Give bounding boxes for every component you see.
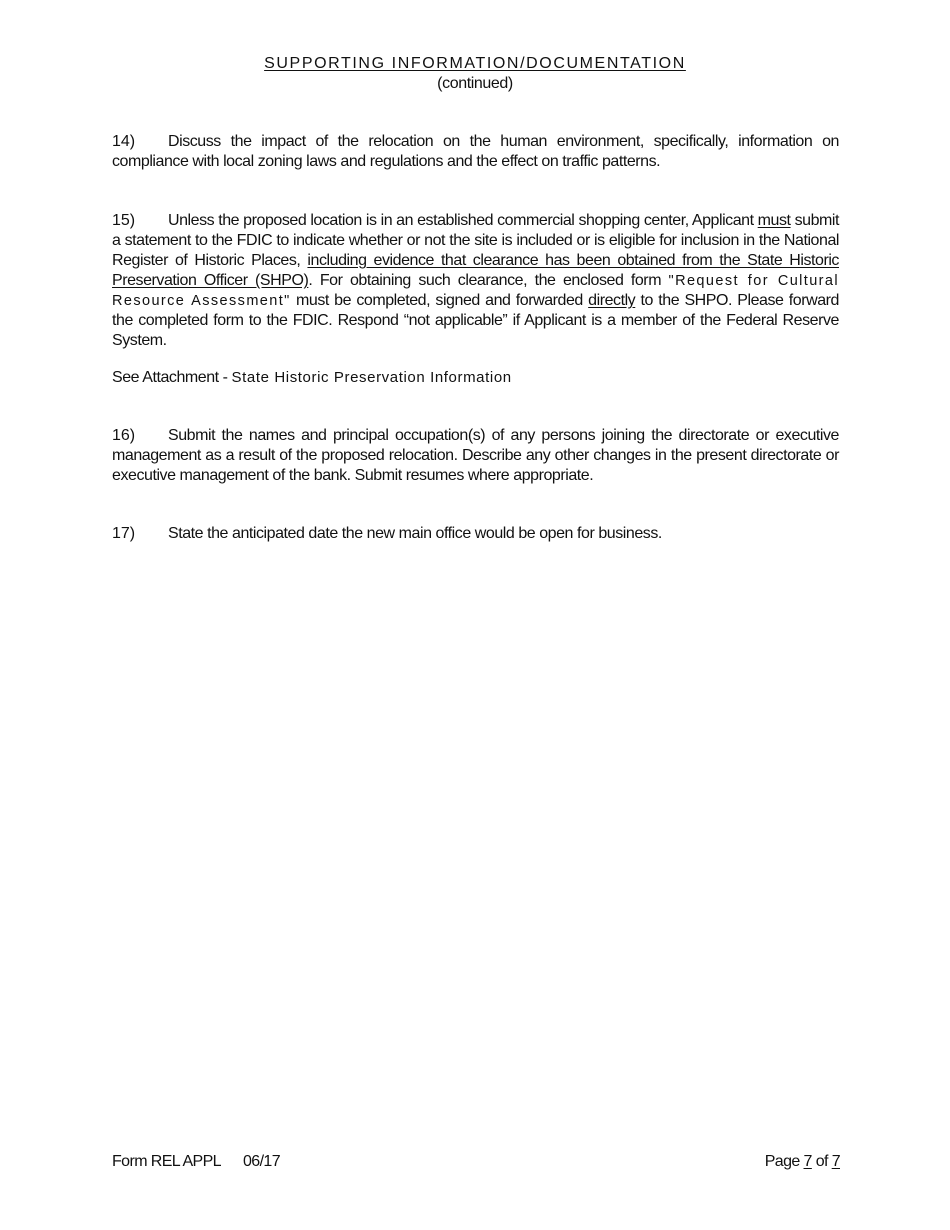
item-number: 15) — [112, 212, 136, 229]
item-number: 14) — [112, 133, 136, 150]
item-text-part: submit a statement to the FDIC to indicate whether or not the site is included or is eligible for inclusion in the National Register of Historic Places, — [112, 212, 840, 269]
page-prefix: Page — [764, 1153, 804, 1170]
item-text-part: . For obtaining such clearance, the enclosed form — [308, 272, 669, 289]
emphasis-must: must — [757, 212, 791, 229]
see-attachment-prefix: See Attachment - — [112, 369, 232, 386]
page-subtitle: (continued) — [437, 75, 513, 92]
page-current: 7 — [803, 1153, 812, 1170]
item-text: Submit the names and principal occupation(s) of any persons joining the directorate or executive management as a result of the proposed relocation. Describe any other changes in the present directorate or executive management of the bank. Submit resumes where appropriate. — [112, 427, 839, 484]
form-name: "Request for Cultural Resource Assessment" — [112, 273, 839, 309]
item-number: 17) — [112, 525, 136, 542]
page-total: 7 — [831, 1153, 840, 1170]
see-attachment — [112, 368, 512, 388]
item-text: Discuss the impact of the relocation on the human environment, specifically, information on compliance with local zoning laws and regulations and the effect on traffic patterns. — [112, 133, 839, 170]
page-of: of — [811, 1153, 832, 1170]
emphasis-directly: directly — [588, 292, 636, 309]
page-title: SUPPORTING INFORMATION/DOCUMENTATION — [264, 55, 686, 72]
page-header — [0, 54, 950, 94]
item-text-part: to the SHPO. Please forward the completed form to the FDIC. Respond “not applicable” if Applicant is a member of the Federal Reserve System. — [112, 292, 839, 349]
item-text: State the anticipated date the new main office would be open for business. — [168, 525, 662, 542]
form-label: Form REL APPL — [112, 1153, 221, 1170]
item-text-part: must be completed, signed and forwarded — [290, 292, 589, 309]
emphasis-evidence: including evidence that clearance has been obtained from the State Historic Preservation Officer (SHPO) — [112, 252, 839, 289]
item-16 — [112, 426, 839, 486]
form-date: 06/17 — [242, 1153, 281, 1170]
item-number: 16) — [112, 427, 136, 444]
item-17 — [112, 524, 839, 544]
attachment-link[interactable]: State Historic Preservation Information — [231, 369, 512, 386]
item-text-part: Unless the proposed location is in an established commercial shopping center, Applicant — [168, 212, 758, 229]
footer-form-id — [112, 1152, 280, 1172]
item-14 — [112, 132, 839, 172]
footer-page-number — [765, 1152, 840, 1172]
item-15 — [112, 211, 839, 351]
